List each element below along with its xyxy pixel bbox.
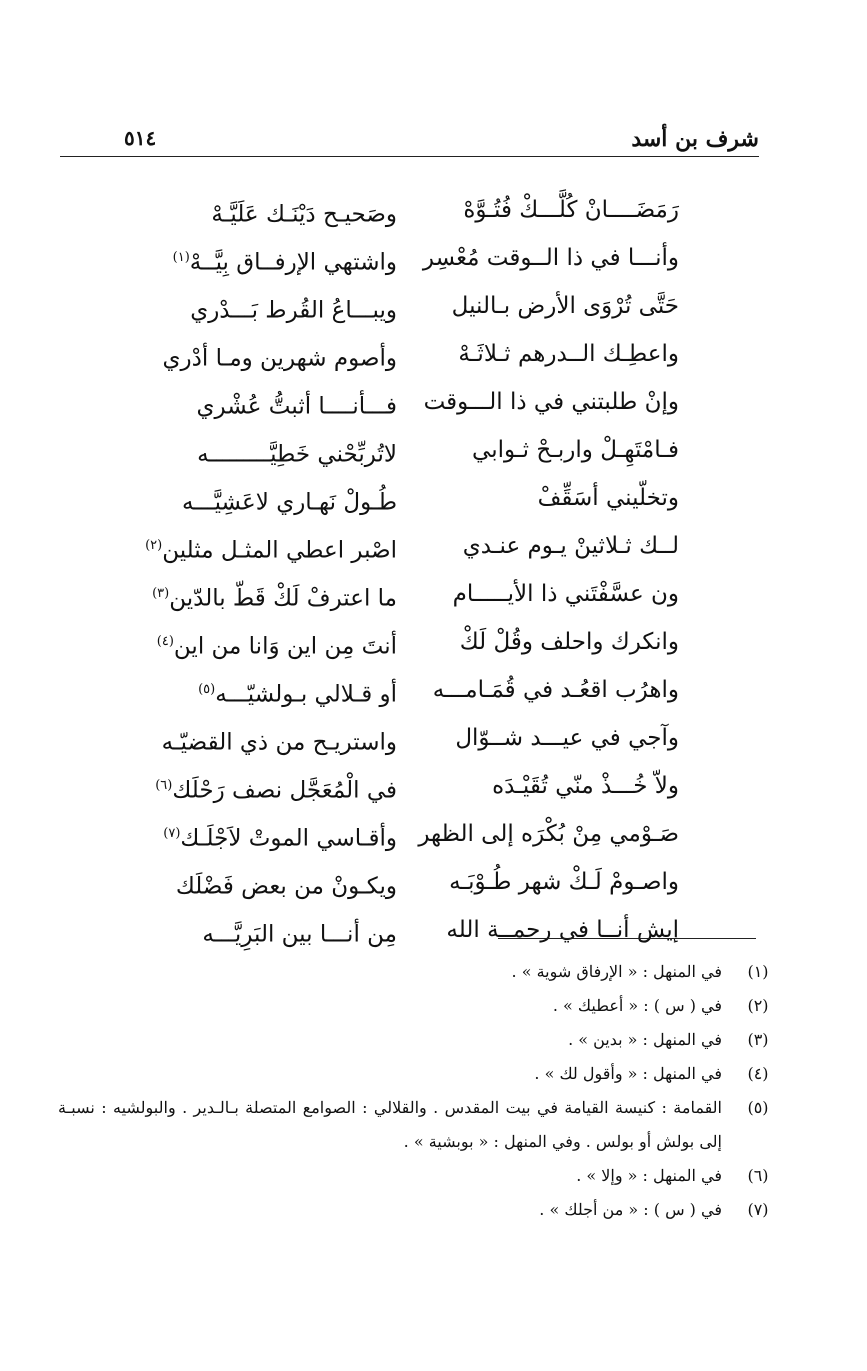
- footnote-text: في ( س ) : « من أجلك » .: [539, 1200, 722, 1219]
- verse-second-hemistich: [165, 910, 397, 955]
- verse-first-hemistich: واعطِـك الــدرهم ثـلاثَـهْ: [458, 341, 679, 367]
- footnote: [58, 1193, 778, 1227]
- footnote: [58, 1159, 778, 1193]
- verse-row: [0, 670, 867, 722]
- page-number: ٥١٤: [124, 126, 157, 150]
- verse-second-hemistich-text: أنتَ مِن اين وَانا من اين: [173, 633, 397, 660]
- verse-second-hemistich: [145, 526, 397, 571]
- verse-second-hemistich-text: واشتهي الإرفــاق بِيَّــهْ: [189, 249, 397, 276]
- verse-second-hemistich-text: وأقـاسي الموتْ لاَجْلَـك: [180, 825, 397, 852]
- verse-second-hemistich: [165, 190, 397, 235]
- verse-row: [0, 766, 867, 818]
- verse-row: [0, 286, 867, 338]
- footnote-marker: (٥): [198, 682, 216, 697]
- verse-first-hemistich: وانكرك واحلف وقُلْ لَكْ: [459, 629, 679, 655]
- verse-second-hemistich-text: في الْمُعَجَّل نصف رَحْلَك: [172, 777, 397, 804]
- footnote-text: في المنهل : « الإرفاق شوية » .: [511, 962, 722, 981]
- verse-row: [0, 718, 867, 770]
- verse-first-hemistich: رَمَضَــــانْ كُلَّـــكْ فُتُـوَّهْ: [463, 197, 679, 223]
- footnote-text: في المنهل : « وأقول لك » .: [534, 1064, 722, 1083]
- verse-first-hemistich: صَـوْمي مِنْ بُكْرَه إلى الظهر: [418, 821, 679, 847]
- verse-second-hemistich-text: مِن أنـــا بين البَرِيَّـــه: [202, 921, 397, 948]
- footnote-text: في المنهل : « وإلا » .: [576, 1166, 722, 1185]
- verse-second-hemistich: [152, 574, 397, 619]
- verse-row: [0, 190, 867, 242]
- verse-second-hemistich-text: طُـولْ نَهـاري لاعَشِيَّـــه: [182, 489, 397, 516]
- footnote-text: القمامة : كنيسة القيامة في بيت المقدس . والقلالي : الصوامع المتصلة بـالـدير . والبولشيه : نسبـة إلى بولش أو بولس . وفي المنهل : « بوبشية » .: [58, 1098, 722, 1151]
- verse-second-hemistich: [155, 766, 397, 811]
- verse-first-hemistich: واصـومْ لَـكْ شهر طُـوْبَـه: [449, 869, 679, 895]
- running-title: شرف بن أسد: [631, 126, 759, 152]
- verse-second-hemistich-text: وصَحيـح دَيْنَـك عَلَيَّـهْ: [211, 201, 397, 228]
- verse-first-hemistich: وآجي في عيـــد شــوّال: [455, 725, 679, 751]
- verse-second-hemistich-text: فـــأنــــا أثبتُّ عُشْري: [196, 393, 397, 420]
- footnote-marker: (٤): [156, 634, 174, 649]
- footnote: [58, 989, 778, 1023]
- verse-second-hemistich: [156, 622, 397, 667]
- verse-second-hemistich-text: واستريـح من ذي القضيّـه: [161, 729, 397, 756]
- footnote-marker: (٢): [145, 538, 163, 553]
- footnote-marker: (٧): [163, 826, 181, 841]
- footnote: [58, 955, 778, 989]
- verse-second-hemistich: [165, 286, 397, 331]
- verse-second-hemistich-text: ويكـونْ من بعض فَضْلَك: [175, 873, 397, 900]
- verse-second-hemistich-text: ويبـــاعُ القُرط بَـــدْري: [190, 297, 397, 324]
- verse-second-hemistich: [165, 430, 397, 475]
- footnote-number: (٤): [747, 1064, 769, 1083]
- verse-first-hemistich: وإنْ طلبتني في ذا الـــوقت: [423, 389, 679, 415]
- verse-second-hemistich-text: أو قـلالي بـولشيّـــه: [215, 681, 397, 708]
- verse-row: [0, 478, 867, 530]
- verse-second-hemistich: [165, 238, 397, 283]
- footnote: [58, 1091, 778, 1159]
- verse-second-hemistich-text: لاتُربِّحْني خَطِيَّـــــــــه: [197, 441, 397, 468]
- verse-second-hemistich: [165, 862, 397, 907]
- verse-first-hemistich: ولاّ خُـــذْ منّي تُقَيْـدَه: [492, 773, 679, 799]
- verse-row: [0, 574, 867, 626]
- verse-second-hemistich-text: ما اعترفْ لَكْ قَطّ بالدّين: [169, 585, 397, 612]
- footnote-number: (١): [747, 962, 769, 981]
- verse-second-hemistich: [165, 382, 397, 427]
- verse-first-hemistich: واهرُب اقعُـد في قُمَـامـــه: [432, 677, 679, 703]
- footnote-number: (٦): [747, 1166, 769, 1185]
- verse-first-hemistich: وتخلّيني أسَقِّفْ: [537, 485, 679, 511]
- page-header: [60, 120, 759, 157]
- verse-row: [0, 862, 867, 914]
- footnote-number: (٣): [747, 1030, 769, 1049]
- footnote-divider: [498, 938, 756, 939]
- footnote-text: في المنهل : « بدين » .: [568, 1030, 722, 1049]
- verse-row: [0, 622, 867, 674]
- verse-first-hemistich: لــك ثـلاثينْ يـوم عنـدي: [462, 533, 679, 559]
- verse-first-hemistich: إيش أنــا في رحمــة الله: [446, 917, 679, 943]
- verse-second-hemistich: [162, 334, 397, 379]
- verse-first-hemistich: فـامْتَهِـلْ واربـحْ ثـوابي: [472, 437, 679, 463]
- footnote-marker: (٣): [152, 586, 170, 601]
- verse-second-hemistich: [165, 814, 397, 859]
- verse-first-hemistich: ون عسَّفْتَني ذا الأيـــــام: [452, 581, 679, 607]
- verse-second-hemistich: [165, 670, 397, 715]
- verse-first-hemistich: وأنـــا في ذا الــوقت مُعْسِر: [422, 245, 679, 271]
- verse-second-hemistich-text: اصْبر اعطي المثـل مثلين: [162, 537, 397, 564]
- verse-first-hemistich: حَتَّى تُرْوَى الأرض بـالنيل: [451, 293, 679, 319]
- footnote: [58, 1023, 778, 1057]
- footnote-number: (٧): [747, 1200, 769, 1219]
- verse-row: [0, 526, 867, 578]
- footnote-number: (٢): [747, 996, 769, 1015]
- verse-second-hemistich-text: وأصوم شهرين ومـا أدْري: [162, 345, 397, 372]
- verse-second-hemistich: [165, 478, 397, 523]
- footnote: [58, 1057, 778, 1091]
- verse-second-hemistich: [161, 718, 397, 763]
- verse-row: [0, 382, 867, 434]
- footnote-number: (٥): [747, 1098, 769, 1117]
- footnote-marker: (١): [172, 250, 190, 265]
- footnote-marker: (٦): [155, 778, 173, 793]
- footnote-text: في ( س ) : « أعطيك » .: [552, 996, 722, 1015]
- verse-row: [0, 238, 867, 290]
- verse-row: [0, 334, 867, 386]
- verse-row: [0, 814, 867, 866]
- footnotes: [58, 955, 778, 1227]
- verse-row: [0, 430, 867, 482]
